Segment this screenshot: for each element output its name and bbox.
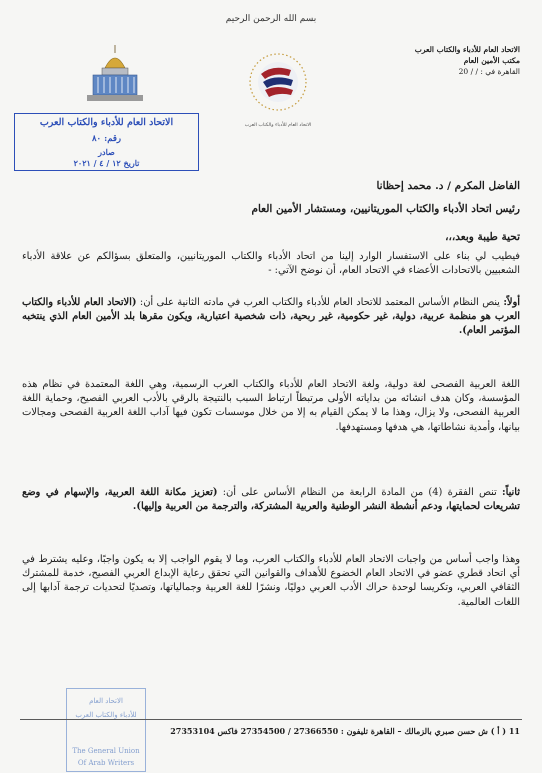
second-point-quote: (تعزيز مكانة اللغة العربية، والإسهام في وضع تشريعات لحمايتها، ودعم أنشطة النشر الوطنية والعربية المشتركة، والترجمة من العربية وإليها). bbox=[22, 487, 520, 513]
stamp-org: الاتحاد العام للأدباء والكتاب العرب bbox=[39, 117, 174, 128]
first-point-paragraph bbox=[22, 296, 520, 339]
stamp-number: رقم: ٨٠ bbox=[91, 134, 122, 144]
bismillah: بسم الله الرحمن الرحيم bbox=[225, 14, 317, 24]
greeting: تحية طيبة وبعد،،، bbox=[445, 231, 520, 243]
stamp-date: تاريخ ١٢ / ٤ / ٢٠٢١ bbox=[73, 158, 140, 168]
union-logo bbox=[245, 46, 311, 134]
footer-address: 11 ( أ ) ش حسن صبري بالزمالك – القاهرة تليفون : 27366550 / 27354500 فاكس 27353104 bbox=[170, 726, 520, 736]
org-name: الاتحاد العام للأدباء والكتاب العرب bbox=[414, 45, 520, 54]
stamp-status: صادر bbox=[98, 147, 115, 157]
logo-caption: الاتحاد العام للأدباء والكتاب العرب bbox=[245, 123, 311, 128]
first-point-label: أولاً: bbox=[503, 297, 520, 308]
addressee-title: رئيس اتحاد الأدباء والكتاب الموريتانيين، ومستشار الأمين العام bbox=[251, 203, 520, 215]
second-point-text: تنص الفقرة (4) من المادة الرابعة من النظام الأساس على أن: bbox=[222, 487, 497, 498]
date-line: القاهرة في : / / 20 bbox=[458, 67, 520, 76]
second-point-label: ثانياً: bbox=[501, 487, 520, 498]
first-point-text: ينص النظام الأساس المعتمد للاتحاد العام للأدباء والكتاب العرب في مادته الثانية على أن: bbox=[139, 297, 500, 308]
seal-line-3: The General Union bbox=[72, 747, 140, 755]
duty-paragraph: وهذا واجب أساس من واجبات الاتحاد العام للأدباء والكتاب العرب، وما لا يقوم الواجب إلا به يكون واجبًا، وعليه يشترط في أي اتحاد قطري عضو في الاتحاد العام الخضوع للأهداف والقوانين التي تحقق رعاية الإبداع العربي الفصيح، خدمة للمشترك الثقافي العربي، وتكريسا لوحدة حراك الأدب العربي دوليًا، ونشرًا للغة العربية وجمالياتها، وتصديًا لتحديات ترجمة آدابها إلى اللغات العالمية. bbox=[22, 554, 520, 608]
dome-of-the-rock-image bbox=[85, 38, 145, 106]
registration-stamp bbox=[14, 113, 199, 171]
footer-divider bbox=[20, 719, 522, 720]
seal-line-2: للأدباء والكتاب العرب bbox=[75, 711, 137, 719]
seal-line-1: الاتحاد العام bbox=[89, 697, 123, 705]
first-point-quote: (الاتحاد العام للأدباء والكتاب العرب هو منظمة عربية، دولية، غير حكومية، غير ربحية، ذات شخصية اعتبارية، ويكون مقرها بلد الأمين العام الذي ينتخبه المؤتمر العام). bbox=[22, 297, 520, 337]
language-paragraph: اللغة العربية الفصحى لغة دولية، ولغة الاتحاد العام للأدباء والكتاب العرب الرسمية، وهي اللغة المعتمدة في نظام هذه المؤسسة، وكان هدف انشائه من بداياته الأولى مرتبطاً ارتباط السبب بالنتيجة بالرقي بالأدب العربي الفصيح، وحماية اللغة العربية الفصحى، ولا يزال، وهذا ما لا يمكن القيام به إلا من خلال موسسات تكون فيها آداب اللغة العربية الفصحى ومجالات بيانها، وأمدية نشاطاتها، هي هدفها ومستهدفها. bbox=[22, 379, 520, 433]
letterhead-text bbox=[360, 44, 520, 77]
addressee: الفاضل المكرم / د. محمد إحظانا bbox=[376, 180, 520, 192]
office-name: مكتب الأمين العام bbox=[463, 56, 520, 65]
second-point-paragraph bbox=[22, 486, 520, 514]
intro-paragraph: فيطيب لي بناء على الاستفسار الوارد إلينا من اتحاد الأدباء والكتاب الموريتانيين، والمتعلق بسؤالكم عن علاقة الأدباء الشعبيين بالاتحادات الأعضاء في الاتحاد العام، أن نوضح الآتي: - bbox=[22, 251, 520, 277]
seal-line-4: Of Arab Writers bbox=[77, 759, 135, 767]
